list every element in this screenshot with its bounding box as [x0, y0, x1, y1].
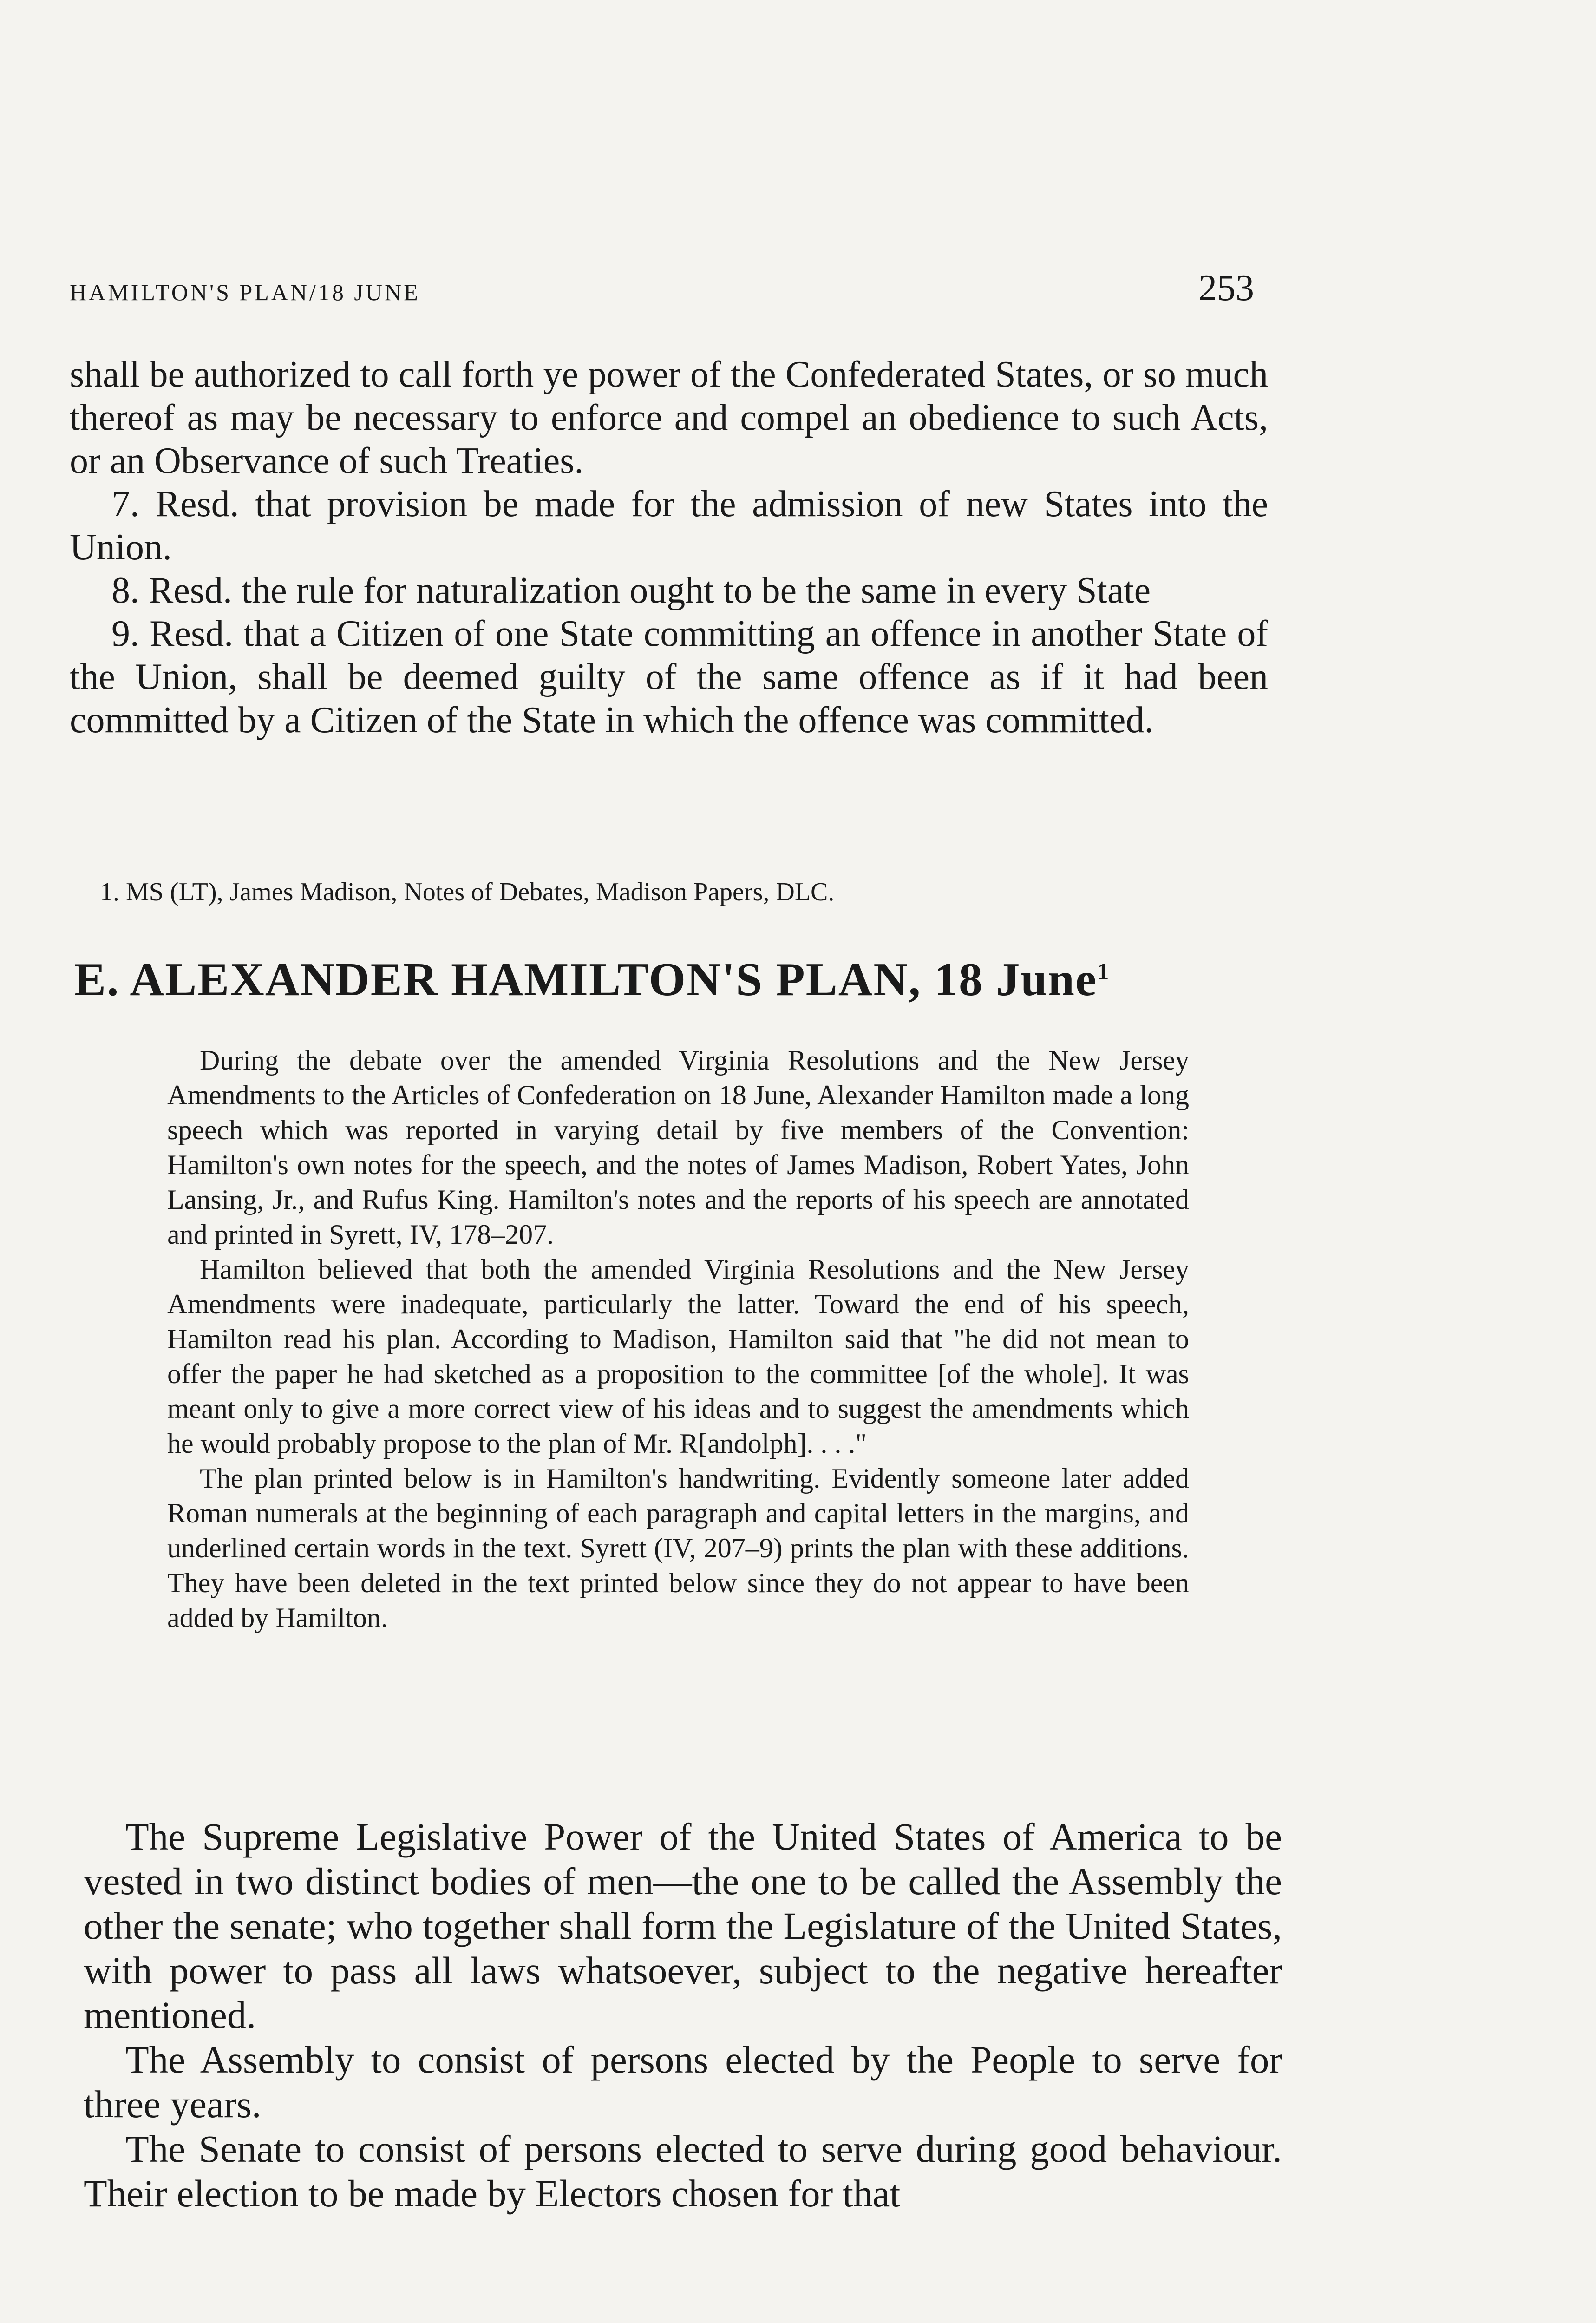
plan-text	[84, 1814, 1282, 2216]
editorial-note	[167, 1043, 1189, 1635]
running-head: HAMILTON'S PLAN/18 JUNE	[70, 279, 420, 305]
section-heading	[74, 952, 1282, 1007]
body-text	[70, 353, 1268, 742]
body-paragraph: 9. Resd. that a Citizen of one State committing an offence in another State of the Union, shall be deemed guilty of the same offence as if it had been committed by a Citizen of the State in which the offence was committed.	[70, 613, 1268, 741]
page-number: 253	[1198, 268, 1254, 308]
body-paragraph: 7. Resd. that provision be made for the admission of new States into the Union.	[70, 484, 1268, 568]
heading-note-marker: 1	[1097, 958, 1110, 984]
plan-paragraph: The Assembly to consist of persons elected by the People to serve for three years.	[84, 2038, 1282, 2126]
footnote: 1. MS (LT), James Madison, Notes of Debates, Madison Papers, DLC.	[100, 878, 835, 906]
plan-paragraph: The Supreme Legislative Power of the United States of America to be vested in two distinct bodies of men—the one to be called the Assembly the other the senate; who together shall form the Legislature of the United States, with power to pass all laws whatsoever, subject to the negative hereafter mentioned.	[84, 1815, 1282, 2036]
intro-paragraph: During the debate over the amended Virginia Resolutions and the New Jersey Amendments to the Articles of Confederation on 18 June, Alexander Hamilton made a long speech which was reported in varying detail by five members of the Convention: Hamilton's own notes for the speech, and the notes of James Madison, Robert Yates, John Lansing, Jr., and Rufus King. Hamilton's notes and the reports of his speech are annotated and printed in Syrett, IV, 178–207.	[167, 1045, 1189, 1250]
plan-paragraph: The Senate to consist of persons elected to serve during good behaviour. Their election to be made by Electors chosen for that	[84, 2127, 1282, 2215]
intro-paragraph: The plan printed below is in Hamilton's handwriting. Evidently someone later added Roman numerals at the beginning of each paragraph and capital letters in the margins, and underlined certain words in the text. Syrett (IV, 207–9) prints the plan with these additions. They have been deleted in the text printed below since they do not appear to have been added by Hamilton.	[167, 1463, 1189, 1633]
body-paragraph: 8. Resd. the rule for naturalization ought to be the same in every State	[111, 570, 1151, 611]
body-paragraph: shall be authorized to call forth ye power of the Confederated States, or so much thereof as may be necessary to enforce and compel an obedience to such Acts, or an Observance of such Treaties.	[70, 354, 1268, 481]
intro-paragraph: Hamilton believed that both the amended Virginia Resolutions and the New Jersey Amendments were inadequate, particularly the latter. Toward the end of his speech, Hamilton read his plan. According to Madison, Hamilton said that "he did not mean to offer the paper he had sketched as a proposition to the committee [of the whole]. It was meant only to give a more correct view of his ideas and to suggest the amendments which he would probably propose to the plan of Mr. R[andolph]. . . ."	[167, 1254, 1189, 1459]
section-heading-text: E. ALEXANDER HAMILTON'S PLAN, 18 June	[74, 953, 1098, 1006]
